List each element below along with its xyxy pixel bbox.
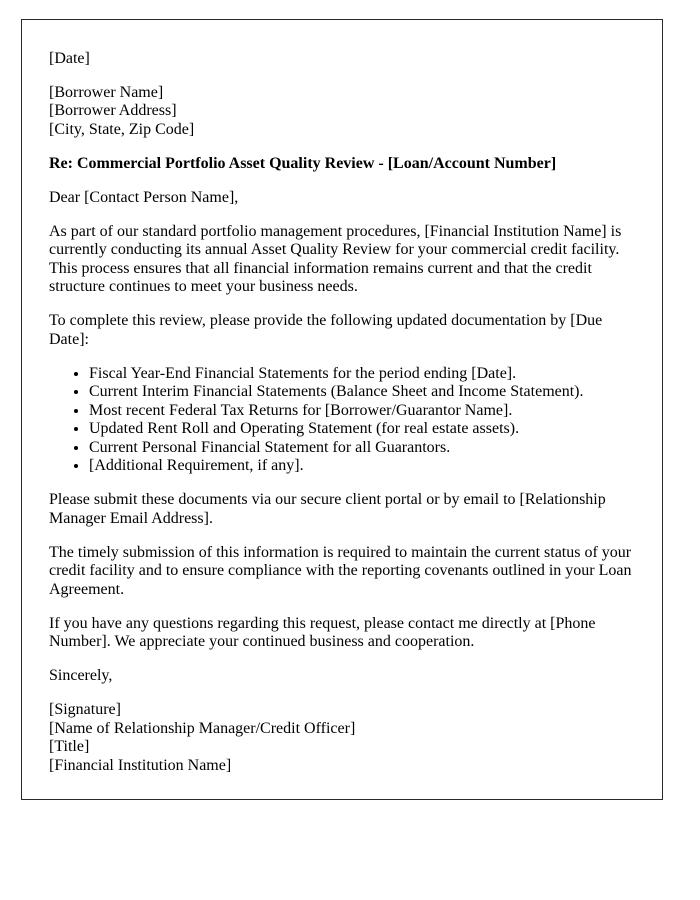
document-list-item: • Updated Rent Roll and Operating Statement (for real estate assets). (89, 420, 641, 439)
recipient-city-state-zip: [City, State, Zip Code] (49, 120, 195, 138)
salutation: Dear [Contact Person Name], (49, 188, 239, 206)
signer-name: [Name of Relationship Manager/Credit Officer] (49, 719, 356, 737)
request-paragraph: To complete this review, please provide the following updated documentation by [Due Date]: (49, 312, 603, 348)
document-list-item: • Most recent Federal Tax Returns for [Borrower/Guarantor Name]. (89, 402, 641, 421)
intro-paragraph: As part of our standard portfolio management procedures, [Financial Institution Name] is currently conducting its annual Asset Quality Review for your commercial credit facility. This process ensures that all financial information remains current and that the credit structure continues to meet your business needs. (49, 222, 622, 295)
document-list-item: • Current Interim Financial Statements (Balance Sheet and Income Statement). (89, 383, 641, 402)
subject-line: Re: Commercial Portfolio Asset Quality Review - [Loan/Account Number] (49, 154, 557, 172)
signer-institution: [Financial Institution Name] (49, 756, 232, 774)
compliance-paragraph: The timely submission of this information is required to maintain the current status of your credit facility and to ensure compliance with the reporting covenants outlined in your Loan Agreement. (49, 543, 632, 598)
closing-line: Sincerely, (49, 667, 113, 684)
document-list-item: • [Additional Requirement, if any]. (89, 457, 641, 476)
document-list-item: • Current Personal Financial Statement for all Guarantors. (89, 439, 641, 458)
signer-title: [Title] (49, 738, 90, 755)
letter-document (21, 19, 663, 800)
recipient-address: [Borrower Address] (49, 102, 177, 119)
signature-placeholder: [Signature] (49, 701, 121, 718)
submission-paragraph: Please submit these documents via our secure client portal or by email to [Relationship Manager Email Address]. (49, 491, 606, 527)
questions-paragraph: If you have any questions regarding this request, please contact me directly at [Phone Number]. We appreciate your continued business and cooperation. (49, 614, 596, 650)
signature-block (49, 701, 641, 775)
recipient-name: [Borrower Name] (49, 83, 164, 101)
document-list-item: • Fiscal Year-End Financial Statements for the period ending [Date]. (89, 365, 641, 384)
date-line: [Date] (49, 49, 90, 67)
document-list (49, 365, 641, 476)
recipient-block (49, 84, 641, 140)
